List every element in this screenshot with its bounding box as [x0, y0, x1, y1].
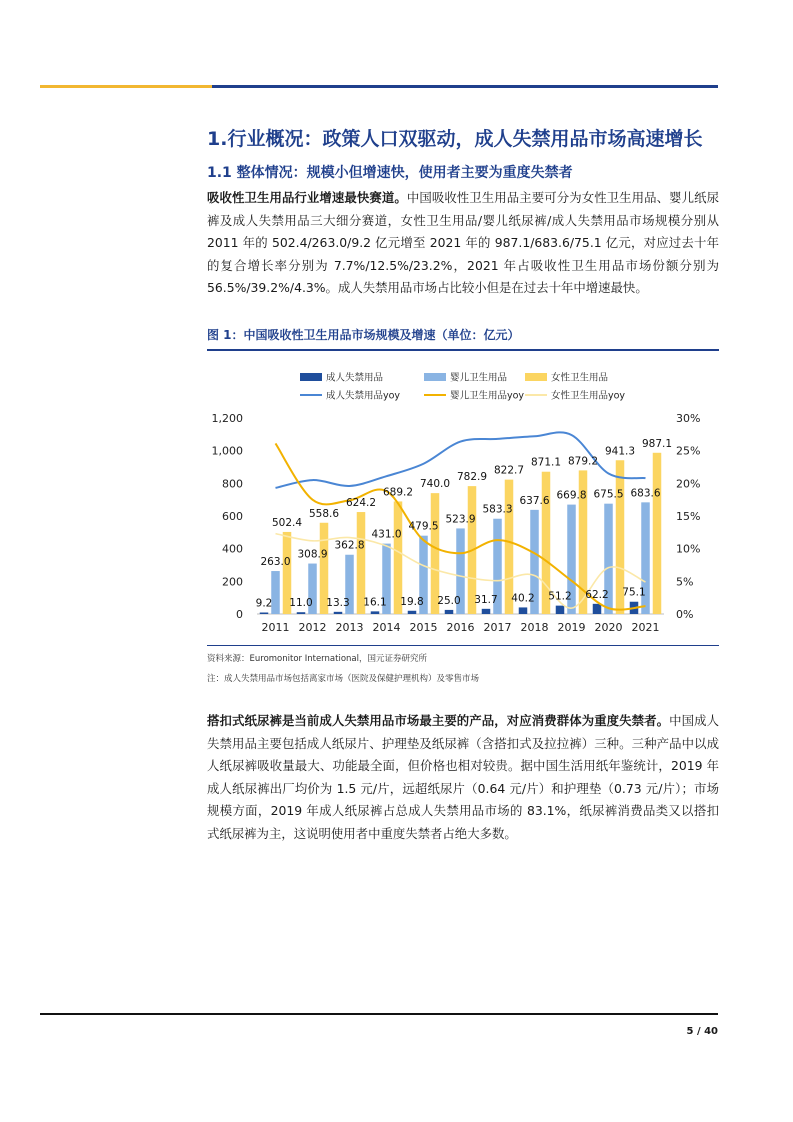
- paragraph-market-overview: [207, 187, 719, 300]
- legend-label: 成人失禁用品yoy: [326, 390, 401, 402]
- bar-adult: [371, 611, 380, 614]
- x-tick-label: 2016: [446, 621, 475, 634]
- data-label: 11.0: [289, 597, 313, 610]
- y-right-tick-label: 15%: [676, 510, 701, 523]
- x-tick-label: 2020: [594, 621, 623, 634]
- data-label: 683.6: [630, 487, 661, 500]
- data-label: 502.4: [271, 516, 303, 529]
- market-size-chart: [207, 351, 719, 643]
- data-label: 822.7: [493, 464, 525, 477]
- data-label: 19.8: [400, 595, 424, 608]
- x-tick-label: 2018: [520, 621, 549, 634]
- data-label: 523.9: [445, 513, 476, 526]
- data-label: 31.7: [474, 593, 498, 606]
- figure-note: 注：成人失禁用品市场包括离家市场（医院及保健护理机构）及零售市场: [207, 674, 480, 684]
- bar-adult: [556, 606, 565, 614]
- data-label: 879.2: [567, 455, 599, 468]
- legend-swatch: [424, 373, 446, 381]
- data-label: 51.2: [548, 590, 572, 603]
- paragraph-body: 中国成人失禁用品主要包括成人纸尿片、护理垫及纸尿裤（含搭扣式及拉拉裤）三种。三种产品中以成人纸尿裤吸收量最大、功能最全面，但价格也相对较贵。据中国生活用纸年鉴统计，2019 年成人纸尿裤出厂均价为 1.5 元/片，远超纸尿片（0.64 元/片）和护理垫（0.73 元/片）；市场规模方面，2019 年成人纸尿裤占总成人失禁用品市场的 83.1%，纸尿裤消费品类又以搭扣式纸尿裤为主，这说明使用者中重度失禁者占绝大多数。: [207, 713, 720, 841]
- data-label: 583.3: [482, 503, 513, 516]
- bar-adult: [334, 612, 343, 614]
- legend-label: 女性卫生用品: [551, 372, 609, 384]
- data-label: 871.1: [530, 456, 562, 469]
- data-label: 9.2: [255, 597, 273, 610]
- y-right-tick-label: 5%: [676, 575, 694, 589]
- y-left-tick-label: 800: [222, 477, 243, 491]
- legend-swatch: [525, 373, 547, 381]
- data-label: 25.0: [437, 594, 461, 607]
- chart-container: [207, 351, 719, 643]
- data-label: 558.6: [308, 507, 340, 520]
- x-tick-label: 2014: [372, 621, 401, 634]
- legend-label: 婴儿卫生用品yoy: [450, 390, 525, 402]
- legend-swatch: [300, 373, 322, 381]
- data-label: 740.0: [419, 478, 451, 491]
- data-label: 13.3: [326, 596, 350, 609]
- data-label: 675.5: [593, 488, 624, 501]
- section-heading: 1.行业概况：政策人口双驱动，成人失禁用品市场高速增长: [207, 128, 703, 150]
- data-label: 637.6: [519, 494, 550, 507]
- page-number: 5 / 40: [686, 1026, 718, 1037]
- bar-adult: [593, 604, 602, 614]
- legend-label: 女性卫生用品yoy: [551, 390, 626, 402]
- y-right-tick-label: 0%: [676, 608, 694, 621]
- header-accent-blue: [212, 85, 718, 88]
- data-label: 431.0: [371, 528, 402, 541]
- y-left-tick-label: 600: [222, 510, 243, 523]
- x-tick-label: 2021: [631, 621, 660, 634]
- data-label: 689.2: [382, 486, 414, 499]
- data-label: 669.8: [556, 489, 587, 502]
- x-tick-label: 2011: [261, 621, 290, 634]
- data-label: 16.1: [363, 596, 387, 609]
- legend-label: 成人失禁用品: [326, 372, 384, 384]
- y-right-tick-label: 10%: [676, 542, 701, 556]
- y-right-tick-label: 30%: [676, 412, 701, 425]
- paragraph-body: 中国吸收性卫生用品主要可分为女性卫生用品、婴儿纸尿裤及成人失禁用品三大细分赛道，女性卫生用品/婴儿纸尿裤/成人失禁用品市场规模分别从 2011 年的 502.4/263.0/9.2 亿元增至 2021 年的 987.1/683.6/75.1 亿元，对应过去十年的复合增长率分别为 7.7%/12.5%/23.2%，2021 年占吸收性卫生用品市场份额分别为 56.5%/39.2%/4.3%。成人失禁用品市场占比较小但是在过去十年中增速最快。: [207, 190, 719, 296]
- y-left-tick-label: 1,000: [211, 444, 243, 458]
- subsection-heading: 1.1 整体情况：规模小但增速快，使用者主要为重度失禁者: [207, 165, 573, 181]
- y-right-tick-label: 25%: [676, 444, 701, 458]
- bar-female: [653, 453, 662, 614]
- paragraph-adult-diapers: [207, 710, 719, 846]
- data-label: 941.3: [604, 445, 636, 458]
- paragraph-lead: 吸收性卫生用品行业增速最快赛道。: [207, 190, 407, 205]
- data-label: 40.2: [511, 592, 535, 605]
- header-accent-gold: [40, 85, 212, 88]
- paragraph-lead: 搭扣式纸尿裤是当前成人失禁用品市场最主要的产品，对应消费群体为重度失禁者。: [207, 713, 670, 728]
- bar-adult: [297, 612, 306, 614]
- y-right-tick-label: 20%: [676, 477, 701, 491]
- data-label: 479.5: [408, 520, 439, 533]
- y-left-tick-label: 1,200: [211, 412, 243, 425]
- bar-adult: [519, 607, 528, 614]
- figure-source: 资料来源：Euromonitor International，国元证券研究所: [207, 654, 427, 664]
- bar-baby: [271, 571, 280, 614]
- data-label: 362.8: [334, 539, 365, 552]
- figure-title: 图 1：中国吸收性卫生用品市场规模及增速（单位：亿元）: [207, 328, 520, 342]
- figure-rule-bottom: [207, 645, 719, 646]
- y-left-tick-label: 400: [222, 542, 243, 556]
- bar-adult: [260, 612, 269, 614]
- x-tick-label: 2019: [557, 621, 586, 634]
- x-tick-label: 2012: [298, 621, 327, 634]
- x-tick-label: 2015: [409, 621, 438, 634]
- bar-adult: [408, 611, 417, 614]
- bar-adult: [445, 610, 454, 614]
- bar-adult: [482, 609, 491, 614]
- legend-label: 婴儿卫生用品: [450, 372, 508, 384]
- data-label: 62.2: [585, 588, 609, 601]
- data-label: 624.2: [345, 497, 377, 510]
- data-label: 987.1: [641, 437, 673, 450]
- x-tick-label: 2017: [483, 621, 512, 634]
- y-left-tick-label: 0: [236, 608, 243, 621]
- data-label: 263.0: [260, 556, 291, 569]
- data-label: 75.1: [622, 586, 646, 599]
- data-label: 782.9: [456, 471, 488, 484]
- x-tick-label: 2013: [335, 621, 364, 634]
- data-label: 308.9: [297, 548, 328, 561]
- y-left-tick-label: 200: [222, 575, 243, 589]
- footer-rule: [40, 1013, 718, 1015]
